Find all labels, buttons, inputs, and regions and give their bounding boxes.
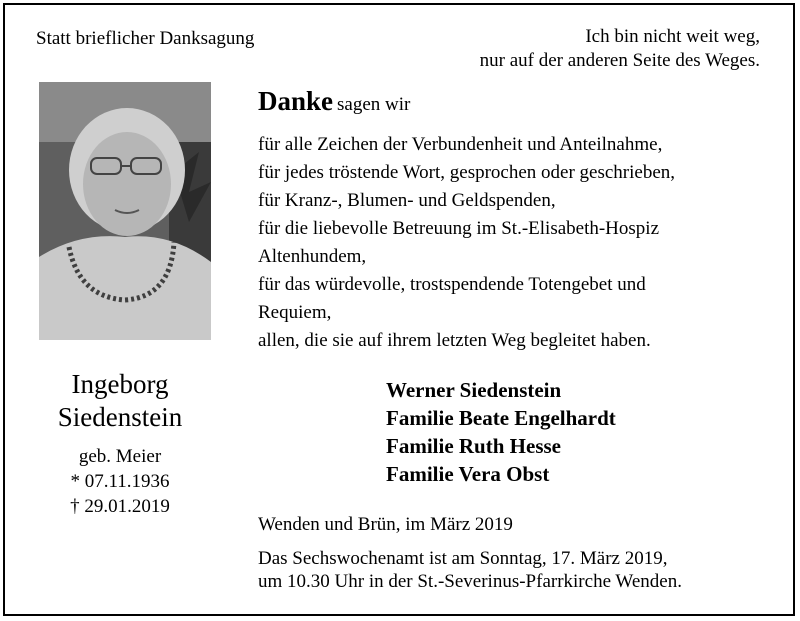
maiden-name: geb. Meier: [78, 446, 162, 467]
thanks-lines: [258, 131, 675, 355]
thanks-line: für die liebevolle Betreuung im St.-Elisabeth-Hospiz: [258, 218, 660, 239]
thanks-line: allen, die sie auf ihrem letzten Weg begleitet haben.: [258, 330, 651, 351]
quote-line: nur auf der anderen Seite des Weges.: [479, 50, 760, 71]
family-name: Familie Vera Obst: [386, 462, 550, 486]
family-name: Familie Beate Engelhardt: [386, 406, 616, 430]
last-name: Siedenstein: [57, 402, 183, 432]
thanks-line: Requiem,: [258, 302, 332, 323]
thanks-line: für jedes tröstende Wort, gesprochen oder geschrieben,: [258, 162, 676, 183]
birth-date: * 07.11.1936: [70, 471, 170, 492]
death-date: † 29.01.2019: [70, 496, 170, 517]
thanks-line: für Kranz-, Blumen- und Geldspenden,: [258, 190, 556, 211]
family-signatures: [386, 376, 616, 488]
thanks-heading-rest: sagen wir: [337, 94, 411, 115]
thanks-heading: [258, 86, 410, 117]
header-quote: [480, 25, 760, 73]
life-dates: [20, 444, 220, 519]
first-name: Ingeborg: [71, 369, 169, 399]
notice-line: Das Sechswochenamt ist am Sonntag, 17. März 2019,: [258, 548, 668, 569]
deceased-name: [20, 368, 220, 434]
family-name: Familie Ruth Hesse: [386, 434, 561, 458]
thanks-line: für das würdevolle, trostspendende Totengebet und: [258, 274, 646, 295]
thanks-line: Altenhundem,: [258, 246, 367, 267]
notice-line: um 10.30 Uhr in der St.-Severinus-Pfarrkirche Wenden.: [258, 571, 682, 592]
family-name: Werner Siedenstein: [386, 378, 562, 402]
quote-line: Ich bin nicht weit weg,: [585, 26, 760, 47]
thanks-heading-word: Danke: [258, 86, 334, 116]
header-left-text: Statt brieflicher Danksagung: [36, 28, 255, 49]
memorial-mass-notice: [258, 547, 682, 593]
portrait-photo: [39, 82, 211, 340]
place-date: Wenden und Brün, im März 2019: [258, 514, 513, 535]
thanks-line: für alle Zeichen der Verbundenheit und Anteilnahme,: [258, 134, 663, 155]
